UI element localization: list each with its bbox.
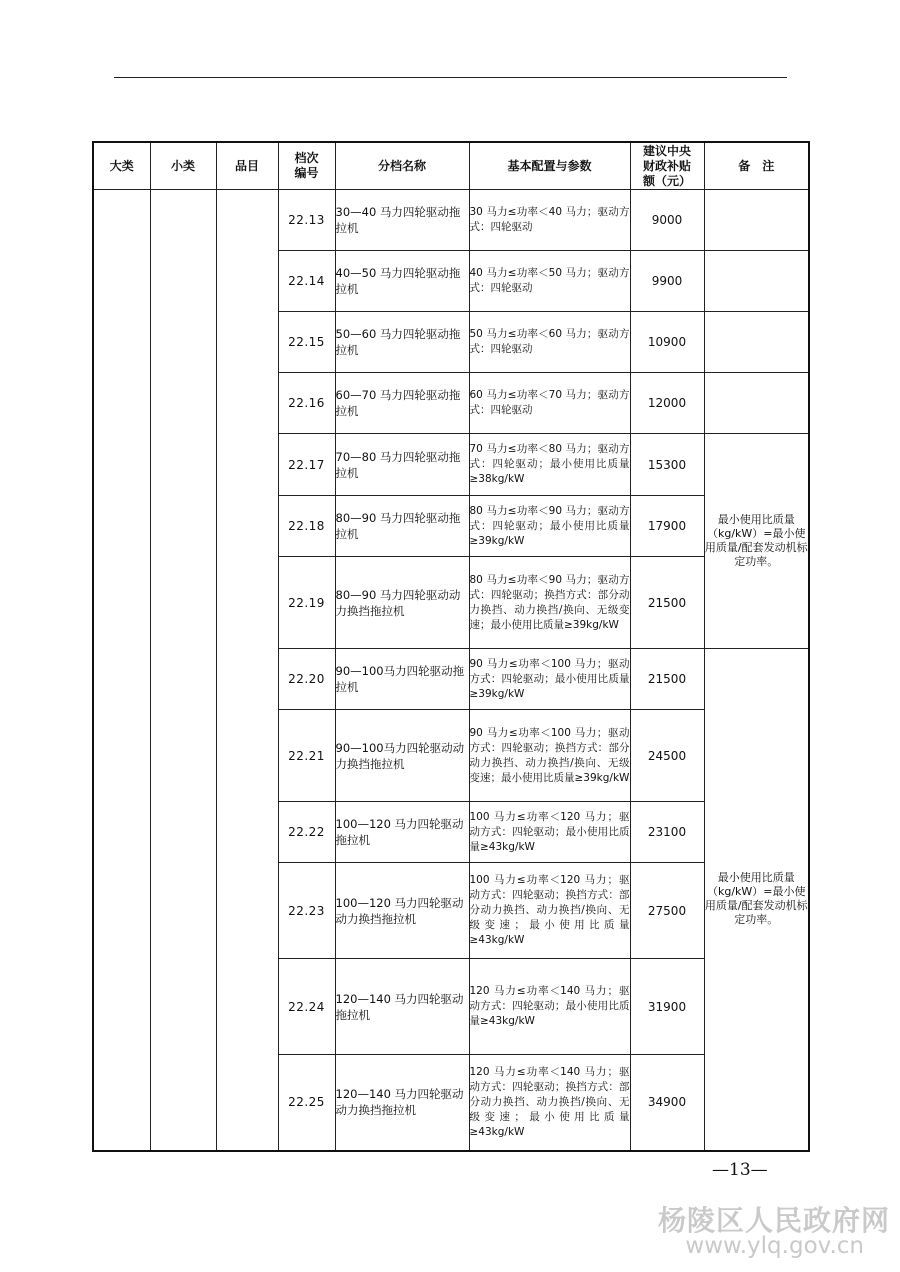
remark-text: 最小使用比质量（kg/kW）=最小使用质量/配套发动机标定功率。: [704, 649, 809, 1151]
grade-name: 60—70 马力四轮驱动拖拉机: [335, 373, 469, 434]
header-category: 大类: [93, 142, 150, 190]
subsidy-amount: 21500: [630, 557, 704, 649]
grade-spec: 120 马力≤功率＜140 马力；驱动方式：四轮驱动；最小使用比质量≥43kg/kW: [469, 959, 630, 1055]
grade-spec: 40 马力≤功率＜50 马力；驱动方式：四轮驱动: [469, 251, 630, 312]
grade-code: 22.22: [278, 802, 335, 863]
grade-code: 22.15: [278, 312, 335, 373]
grade-code: 22.19: [278, 557, 335, 649]
watermark-url: www.ylq.gov.cn: [685, 1233, 864, 1259]
grade-code: 22.18: [278, 496, 335, 557]
grade-code: 22.17: [278, 434, 335, 496]
subsidy-amount: 10900: [630, 312, 704, 373]
header-grade-code: 档次 编号: [278, 142, 335, 190]
watermark-site-name: 杨陵区人民政府网: [657, 1204, 890, 1237]
subsidy-amount: 34900: [630, 1055, 704, 1151]
grade-code: 22.20: [278, 649, 335, 710]
grade-spec: 120 马力≤功率＜140 马力；驱动方式：四轮驱动；换挡方式：部分动力换挡、动力换挡/换向、无级变速；最小使用比质量≥43kg/kW: [469, 1055, 630, 1151]
grade-code: 22.24: [278, 959, 335, 1055]
grade-name: 30—40 马力四轮驱动拖拉机: [335, 190, 469, 251]
grade-code: 22.25: [278, 1055, 335, 1151]
grade-code: 22.16: [278, 373, 335, 434]
grade-code: 22.14: [278, 251, 335, 312]
grade-spec: 100 马力≤功率＜120 马力；驱动方式：四轮驱动；换挡方式：部分动力换挡、动力换挡/换向、无级变速；最小使用比质量≥43kg/kW: [469, 863, 630, 959]
grade-name: 120—140 马力四轮驱动拖拉机: [335, 959, 469, 1055]
remark-text: 最小使用比质量（kg/kW）=最小使用质量/配套发动机标定功率。: [704, 434, 809, 649]
grade-spec: 70 马力≤功率＜80 马力；驱动方式：四轮驱动；最小使用比质量≥38kg/kW: [469, 434, 630, 496]
grade-name: 80—90 马力四轮驱动拖拉机: [335, 496, 469, 557]
header-rule: [114, 77, 787, 78]
subsidy-amount: 23100: [630, 802, 704, 863]
subsidy-amount: 9000: [630, 190, 704, 251]
category-cell: [93, 190, 150, 1151]
subsidy-amount: 15300: [630, 434, 704, 496]
remark-cell: [704, 190, 809, 251]
table-row: [93, 190, 809, 251]
subsidy-amount: 31900: [630, 959, 704, 1055]
header-remark: 备 注: [704, 142, 809, 190]
page-number: —13—: [712, 1160, 768, 1180]
grade-spec: 30 马力≤功率＜40 马力；驱动方式：四轮驱动: [469, 190, 630, 251]
grade-name: 80—90 马力四轮驱动动力换挡拖拉机: [335, 557, 469, 649]
remark-cell: [704, 251, 809, 312]
subsidy-amount: 17900: [630, 496, 704, 557]
grade-name: 120—140 马力四轮驱动动力换挡拖拉机: [335, 1055, 469, 1151]
subsidy-table: [92, 141, 810, 1152]
header-subcategory: 小类: [150, 142, 216, 190]
grade-spec: 90 马力≤功率＜100 马力；驱动方式：四轮驱动；换挡方式：部分动力换挡、动力换挡/换向、无级变速；最小使用比质量≥39kg/kW: [469, 710, 630, 802]
remark-cell: [704, 373, 809, 434]
header-item: 品目: [216, 142, 278, 190]
grade-code: 22.21: [278, 710, 335, 802]
header-spec: 基本配置与参数: [469, 142, 630, 190]
grade-spec: 80 马力≤功率＜90 马力；驱动方式：四轮驱动；最小使用比质量≥39kg/kW: [469, 496, 630, 557]
subsidy-amount: 12000: [630, 373, 704, 434]
grade-spec: 100 马力≤功率＜120 马力；驱动方式：四轮驱动；最小使用比质量≥43kg/kW: [469, 802, 630, 863]
grade-spec: 80 马力≤功率＜90 马力；驱动方式：四轮驱动；换挡方式：部分动力换挡、动力换挡/换向、无级变速；最小使用比质量≥39kg/kW: [469, 557, 630, 649]
header-grade-name: 分档名称: [335, 142, 469, 190]
grade-spec: 90 马力≤功率＜100 马力；驱动方式：四轮驱动；最小使用比质量≥39kg/kW: [469, 649, 630, 710]
table-header-row: [93, 142, 809, 190]
item-cell: [216, 190, 278, 1151]
grade-code: 22.13: [278, 190, 335, 251]
grade-spec: 60 马力≤功率＜70 马力；驱动方式：四轮驱动: [469, 373, 630, 434]
grade-name: 90—100马力四轮驱动拖拉机: [335, 649, 469, 710]
header-subsidy: 建议中央 财政补贴 额（元）: [630, 142, 704, 190]
subsidy-amount: 24500: [630, 710, 704, 802]
grade-code: 22.23: [278, 863, 335, 959]
grade-name: 70—80 马力四轮驱动拖拉机: [335, 434, 469, 496]
subsidy-amount: 21500: [630, 649, 704, 710]
grade-name: 100—120 马力四轮驱动拖拉机: [335, 802, 469, 863]
subsidy-amount: 27500: [630, 863, 704, 959]
subcategory-cell: [150, 190, 216, 1151]
subsidy-amount: 9900: [630, 251, 704, 312]
grade-spec: 50 马力≤功率＜60 马力；驱动方式：四轮驱动: [469, 312, 630, 373]
grade-name: 100—120 马力四轮驱动动力换挡拖拉机: [335, 863, 469, 959]
grade-name: 40—50 马力四轮驱动拖拉机: [335, 251, 469, 312]
grade-name: 50—60 马力四轮驱动拖拉机: [335, 312, 469, 373]
grade-name: 90—100马力四轮驱动动力换挡拖拉机: [335, 710, 469, 802]
remark-cell: [704, 312, 809, 373]
